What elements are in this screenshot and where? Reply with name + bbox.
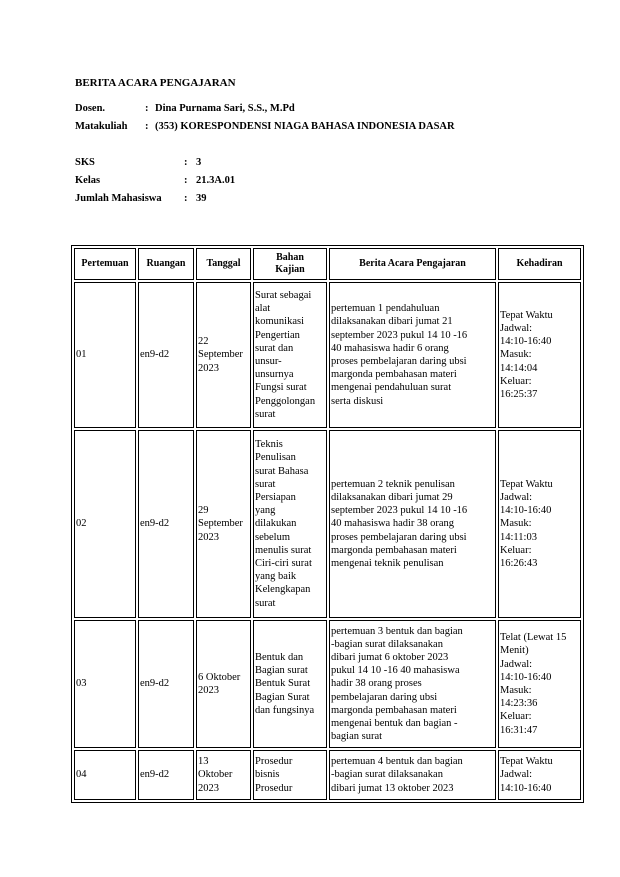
- cell-tanggal: [196, 430, 251, 618]
- header-berita: Berita Acara Pengajaran: [329, 248, 496, 280]
- header-kehadiran: Kehadiran: [498, 248, 581, 280]
- tanggal-line: Oktober: [198, 769, 233, 781]
- bahan-line: Penulisan: [255, 452, 296, 464]
- berita-line: pertemuan 1 pendahuluan: [331, 303, 440, 315]
- cell-ruangan: en9-d2: [138, 620, 194, 748]
- tanggal-line: 2023: [198, 362, 219, 374]
- header-bahan-line2: Kajian: [275, 264, 305, 275]
- kehadiran-line: Telat (Lewat 15: [500, 632, 567, 644]
- kehadiran-line: Keluar:: [500, 711, 532, 723]
- berita-line: -bagian surat dilaksanakan: [331, 769, 443, 781]
- bahan-line: Fungsi surat: [255, 382, 307, 394]
- bahan-line: Persiapan: [255, 491, 296, 503]
- bahan-line: Kelengkapan: [255, 584, 311, 596]
- dosen-value: Dina Purnama Sari, S.S., M.Pd: [155, 103, 295, 114]
- berita-line: serta diskusi: [331, 395, 384, 407]
- kehadiran-line: Tepat Waktu: [500, 309, 553, 321]
- sks-label: SKS: [75, 157, 95, 168]
- berita-acara-table: [71, 245, 584, 803]
- kelas-label: Kelas: [75, 175, 101, 186]
- bahan-line: Prosedur: [255, 756, 293, 768]
- tanggal-line: 13: [198, 756, 209, 768]
- cell-pertemuan: 03: [74, 620, 136, 748]
- berita-line: 40 mahasiswa hadir 6 orang: [331, 342, 449, 354]
- table-row: [74, 282, 581, 428]
- cell-pertemuan: 02: [74, 430, 136, 618]
- bahan-line: menulis surat: [255, 544, 312, 556]
- kehadiran-line: Masuk:: [500, 349, 532, 361]
- berita-line: dilaksanakan dibari jumat 21: [331, 316, 453, 328]
- bahan-line: Ciri-ciri surat: [255, 558, 312, 569]
- berita-line: dibari jumat 13 oktober 2023: [331, 782, 454, 794]
- bahan-line: Surat sebagai: [255, 289, 312, 301]
- kehadiran-line: Keluar:: [500, 375, 532, 387]
- berita-line: margonda pembahasan materi: [331, 544, 457, 556]
- kehadiran-line: 16:26:43: [500, 558, 538, 569]
- cell-bahan: [253, 750, 327, 800]
- header-pertemuan: Pertemuan: [74, 248, 136, 280]
- kehadiran-line: Tepat Waktu: [500, 478, 553, 490]
- kehadiran-line: Jadwal:: [500, 769, 533, 781]
- cell-pertemuan: 01: [74, 282, 136, 428]
- dosen-row: [75, 103, 295, 114]
- bahan-line: Bentuk dan: [255, 651, 304, 663]
- jumlah-mahasiswa-label: Jumlah Mahasiswa: [75, 193, 162, 204]
- jumlah-mahasiswa-separator: :: [184, 193, 188, 204]
- jumlah-mahasiswa-value: 39: [196, 193, 207, 204]
- berita-line: september 2023 pukul 14 10 -16: [331, 505, 468, 517]
- kehadiran-line: 14:10-16:40: [500, 505, 552, 517]
- tanggal-line: 6 Oktober: [198, 671, 241, 683]
- berita-line: proses pembelajaran daring ubsi: [331, 531, 467, 543]
- bahan-line: unsurnya: [255, 369, 294, 381]
- kehadiran-line: Jadwal:: [500, 658, 533, 670]
- matakuliah-value: (353) KORESPONDENSI NIAGA BAHASA INDONESIA DASAR: [155, 121, 455, 132]
- berita-line: proses pembelajaran daring ubsi: [331, 356, 467, 367]
- sks-value: 3: [196, 157, 202, 168]
- cell-berita: [329, 282, 496, 428]
- bahan-line: surat: [255, 597, 276, 609]
- kehadiran-line: Keluar:: [500, 544, 532, 556]
- dosen-label: Dosen.: [75, 103, 106, 114]
- table-row: [74, 430, 581, 618]
- bahan-line: unsur-: [255, 356, 282, 367]
- matakuliah-row: [75, 121, 455, 132]
- bahan-line: Bentuk Surat: [255, 678, 311, 690]
- berita-line: bagian surat: [331, 731, 383, 743]
- bahan-line: Prosedur: [255, 782, 293, 794]
- document-title: BERITA ACARA PENGAJARAN: [75, 77, 236, 89]
- cell-kehadiran: [498, 620, 581, 748]
- cell-kehadiran: [498, 282, 581, 428]
- berita-line: margonda pembahasan materi: [331, 369, 457, 381]
- cell-tanggal: [196, 282, 251, 428]
- berita-line: pukul 14 10 -16 40 mahasiswa: [331, 665, 460, 677]
- kehadiran-line: Tepat Waktu: [500, 756, 553, 768]
- kehadiran-line: 14:11:03: [500, 531, 537, 543]
- kehadiran-line: 16:25:37: [500, 389, 538, 400]
- kehadiran-line: Masuk:: [500, 518, 532, 530]
- berita-line: mengenai bentuk dan bagian -: [331, 718, 458, 729]
- kehadiran-line: Masuk:: [500, 685, 532, 696]
- berita-line: dilaksanakan dibari jumat 29: [331, 491, 453, 503]
- berita-line: september 2023 pukul 14 10 -16: [331, 329, 468, 341]
- berita-line: pertemuan 4 bentuk dan bagian: [331, 756, 463, 768]
- berita-line: -bagian surat dilaksanakan: [331, 638, 443, 650]
- bahan-line: Pengertian: [255, 329, 300, 341]
- kehadiran-line: 14:14:04: [500, 362, 538, 374]
- table-row: [74, 620, 581, 748]
- cell-berita: [329, 620, 496, 748]
- kehadiran-line: Jadwal:: [500, 491, 533, 503]
- bahan-line: surat: [255, 478, 276, 490]
- header-tanggal: Tanggal: [196, 248, 251, 280]
- cell-ruangan: en9-d2: [138, 750, 194, 800]
- cell-bahan: [253, 430, 327, 618]
- berita-line: pertemuan 3 bentuk dan bagian: [331, 625, 463, 637]
- bahan-line: surat dan: [255, 342, 294, 354]
- bahan-line: alat: [255, 303, 271, 315]
- cell-ruangan: en9-d2: [138, 430, 194, 618]
- kehadiran-line: 16:31:47: [500, 724, 538, 736]
- kehadiran-line: 14:10-16:40: [500, 336, 552, 348]
- bahan-line: surat: [255, 408, 276, 420]
- bahan-line: yang baik: [255, 571, 297, 583]
- kehadiran-line: Menit): [500, 645, 529, 657]
- berita-line: dibari jumat 6 oktober 2023: [331, 651, 449, 663]
- table-row: [74, 750, 581, 800]
- bahan-line: sebelum: [255, 531, 290, 543]
- kelas-row: [75, 175, 235, 186]
- bahan-line: Teknis: [255, 439, 283, 451]
- cell-pertemuan: 04: [74, 750, 136, 800]
- berita-line: margonda pembahasan materi: [331, 704, 457, 716]
- berita-line: pembelajaran daring ubsi: [331, 691, 438, 703]
- tanggal-line: 2023: [198, 531, 219, 543]
- bahan-line: yang: [255, 505, 276, 517]
- bahan-line: Penggolongan: [255, 395, 316, 407]
- berita-line: pertemuan 2 teknik penulisan: [331, 478, 455, 490]
- bahan-line: dilakukan: [255, 518, 297, 530]
- tanggal-line: 29: [198, 505, 209, 517]
- berita-line: mengenai pendahuluan surat: [331, 382, 452, 394]
- berita-line: hadir 38 orang proses: [331, 678, 422, 690]
- cell-berita: [329, 430, 496, 618]
- cell-tanggal: [196, 620, 251, 748]
- bahan-line: komunikasi: [255, 316, 304, 328]
- bahan-line: Bagian Surat: [255, 691, 310, 703]
- bahan-line: bisnis: [255, 769, 280, 781]
- header-bahan-line1: Bahan: [276, 252, 304, 263]
- cell-kehadiran: [498, 750, 581, 800]
- kehadiran-line: 14:10-16:40: [500, 671, 552, 683]
- table-header-row: [74, 248, 581, 280]
- kehadiran-line: 14:10-16:40: [500, 782, 552, 794]
- table-body: [74, 282, 581, 800]
- header-ruangan: Ruangan: [138, 248, 194, 280]
- tanggal-line: September: [198, 518, 243, 530]
- cell-ruangan: en9-d2: [138, 282, 194, 428]
- kelas-value: 21.3A.01: [196, 175, 236, 186]
- kelas-separator: :: [184, 175, 188, 186]
- tanggal-line: 22: [198, 336, 209, 348]
- tanggal-line: 2023: [198, 782, 219, 794]
- dosen-separator: :: [145, 103, 149, 114]
- matakuliah-separator: :: [145, 121, 149, 132]
- berita-line: mengenai teknik penulisan: [331, 558, 444, 569]
- jumlah-mahasiswa-row: [75, 193, 207, 204]
- sks-separator: :: [184, 157, 188, 168]
- bahan-line: surat Bahasa: [255, 465, 309, 477]
- cell-bahan: [253, 282, 327, 428]
- cell-tanggal: [196, 750, 251, 800]
- tanggal-line: September: [198, 349, 243, 361]
- matakuliah-label: Matakuliah: [75, 121, 128, 132]
- cell-berita: [329, 750, 496, 800]
- cell-kehadiran: [498, 430, 581, 618]
- sks-row: [75, 157, 201, 168]
- bahan-line: Bagian surat: [255, 665, 308, 677]
- berita-line: 40 mahasiswa hadir 38 orang: [331, 518, 455, 530]
- header-bahan-kajian: [253, 248, 327, 280]
- kehadiran-line: Jadwal:: [500, 322, 533, 334]
- bahan-line: dan fungsinya: [255, 704, 315, 716]
- tanggal-line: 2023: [198, 685, 219, 696]
- kehadiran-line: 14:23:36: [500, 698, 538, 710]
- cell-bahan: [253, 620, 327, 748]
